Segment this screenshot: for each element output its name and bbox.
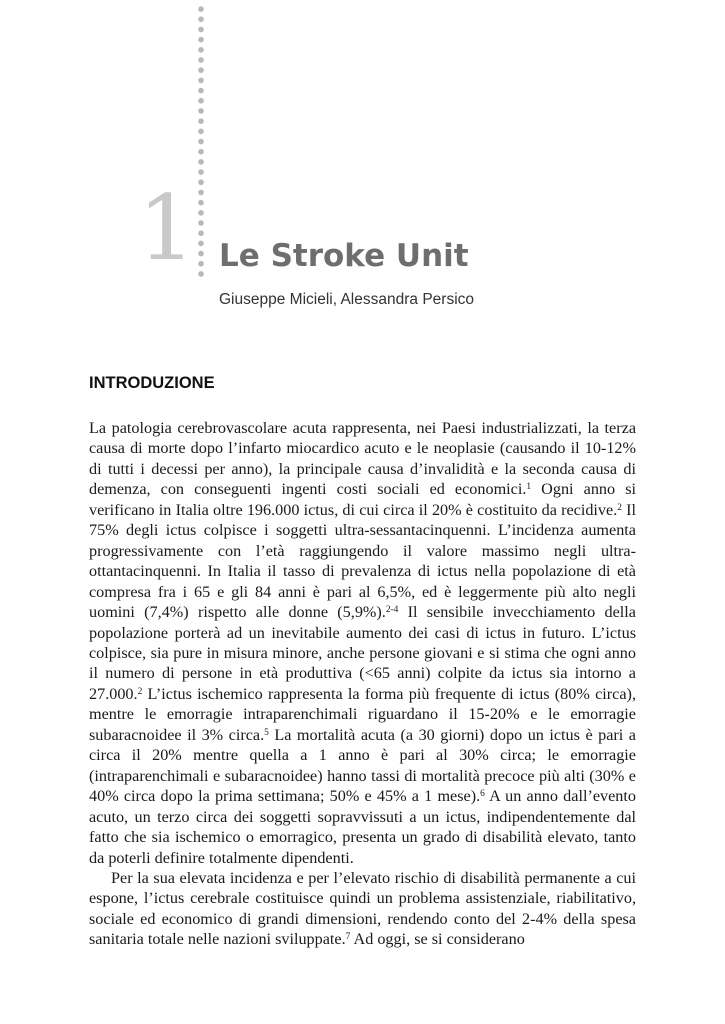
text-segment: Il sensibile invecchiamento della popolazione porterà ad un inevitabile aumento dei casi di ictus in futuro. L’ictus colpisce, sia pure in misura minore, anche persone giovani e si stima che ogni anno il numero di persone in età produttiva (<65 anni) colpite da ictus sia intorno a 27.000. (89, 603, 636, 703)
paragraph-1 (89, 418, 636, 868)
text-segment: Il 75% degli ictus colpisce i soggetti ultra-sessantacinquenni. L’incidenza aumenta progressivamente con l’età raggiungendo il valore massimo negli ultra-ottantacinquenni. In Italia il tasso di prevalenza di ictus nella popolazione di età compresa fra i 65 e gli 84 anni è pari al 6,5%, ed è leggermente più alto negli uomini (7,4%) rispetto alle donne (5,9%). (89, 500, 637, 622)
chapter-authors: Giuseppe Micieli, Alessandra Persico (219, 291, 475, 308)
text-segment: La patologia cerebrovascolare acuta rappresenta, nei Paesi industrializzati, la terza causa di morte dopo l’infarto miocardico acuto e le neoplasie (causando il 10-12% di tutti i decessi per anno), la principale causa d’invalidità e la seconda causa di demenza, con conseguenti ingenti costi sociali ed economici. (89, 419, 636, 499)
text-segment: Ad oggi, se si considerano (350, 930, 525, 949)
footnote-ref[interactable]: 2-4 (385, 604, 399, 615)
footnote-ref[interactable]: 1 (526, 482, 532, 493)
footnote-ref[interactable]: 2 (617, 502, 622, 513)
paragraph-2 (89, 868, 636, 950)
text-segment: L’ictus ischemico rappresenta la forma più frequente di ictus (80% circa), mentre le emorragie intraparenchimali riguardano il 15-20% e le emorragie subaracnoidee il 3% circa. (89, 684, 636, 744)
decorative-dotted-rule (196, 4, 206, 278)
chapter-title: Le Stroke Unit (219, 238, 469, 274)
footnote-ref[interactable]: 6 (480, 789, 485, 799)
text-segment: Per la sua elevata incidenza e per l’elevato rischio di disabilità permanente a cui espone, l’ictus cerebrale costituisce quindi un problema assistenziale, riabilitativo, sociale ed economico di grandi dimensioni, rendendo conto del 2-4% della spesa sanitaria totale nelle nazioni sviluppate. (89, 868, 636, 949)
section-heading: INTRODUZIONE (89, 374, 215, 392)
footnote-ref[interactable]: 7 (345, 932, 351, 943)
body-text (89, 418, 636, 950)
chapter-number: 1 (138, 176, 196, 281)
footnote-ref[interactable]: 2 (137, 686, 143, 697)
text-segment: La mortalità acuta (a 30 giorni) dopo un ictus è pari a circa il 20% mentre quella a 1 anno è pari al 30% circa; le emorragie (intraparenchimali e subaracnoidee) hanno tassi di mortalità precoce più alti (30% e 40% circa dopo la prima settimana; 50% e 45% a 1 mese). (89, 725, 636, 806)
text-segment: A un anno dall’evento acuto, un terzo circa dei soggetti sopravvissuti a un ictus, indipendentemente dal fatto che sia ischemico o emorragico, presenta un grado di disabilità elevato, tanto da poterli definire totalmente dipendenti. (89, 787, 636, 867)
footnote-ref[interactable]: 5 (264, 727, 269, 738)
text-segment: Ogni anno si verificano in Italia oltre 196.000 ictus, di cui circa il 20% è costituito da recidive. (89, 480, 636, 519)
